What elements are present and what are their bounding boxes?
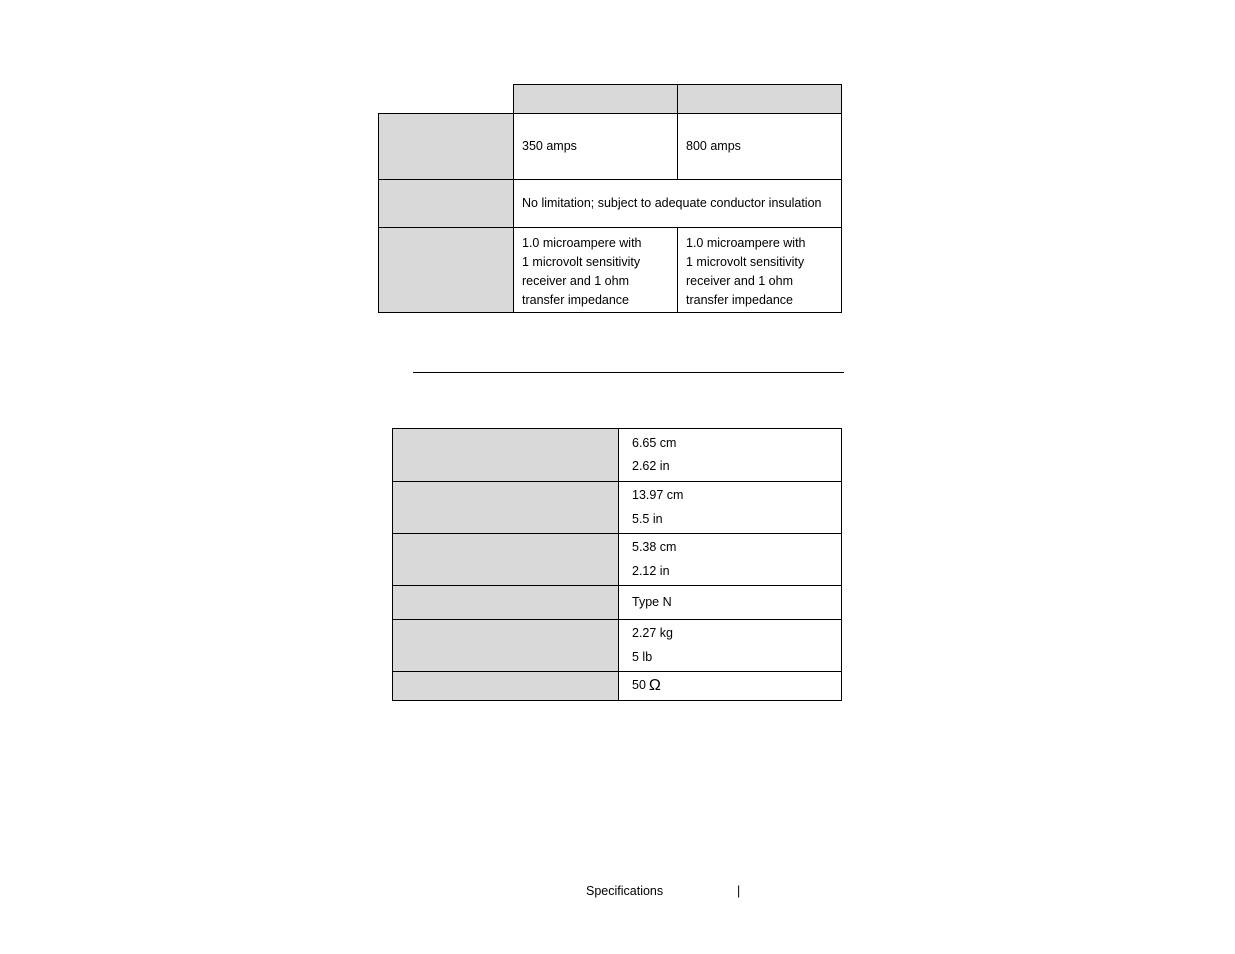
- table-cell: [618, 428, 842, 482]
- cell-text-line: 2.27 kg: [632, 626, 674, 640]
- cell-text-line: receiver and 1 ohm: [686, 273, 794, 288]
- row-label-cell: [378, 179, 514, 228]
- table-cell: [513, 113, 678, 180]
- table-cell: [513, 227, 678, 313]
- table-cell: [677, 113, 842, 180]
- table-cell: [618, 619, 842, 672]
- row-label-cell: [392, 619, 619, 672]
- cell-text-line: 1.0 microampere with: [522, 235, 642, 250]
- ohm-symbol: Ω: [648, 677, 661, 695]
- cell-text-line: 5 lb: [632, 649, 653, 664]
- table-cell: [618, 585, 842, 620]
- table-cell: [618, 671, 842, 701]
- row-label-cell: [392, 585, 619, 620]
- row-label-cell: [392, 428, 619, 482]
- cell-text: 350 amps: [522, 139, 577, 153]
- cell-text-line: 2.62 in: [632, 459, 670, 473]
- table-cell-merged: [513, 179, 842, 228]
- cell-text-line: 5.38 cm: [632, 540, 677, 554]
- footer-separator: |: [737, 884, 741, 898]
- cell-text-line: 2.12 in: [632, 563, 670, 578]
- row-label-cell: [378, 113, 514, 180]
- cell-text-line: receiver and 1 ohm: [522, 273, 630, 288]
- cell-text-line: 1 microvolt sensitivity: [686, 254, 805, 269]
- footer-section-label: Specifications: [586, 884, 664, 898]
- row-label-cell: [392, 533, 619, 586]
- cell-text-line: transfer impedance: [522, 292, 630, 307]
- cell-text-line: 1.0 microampere with: [686, 235, 806, 250]
- row-label-cell: [378, 227, 514, 313]
- row-label-cell: [392, 671, 619, 701]
- table-header-cell: [513, 84, 678, 114]
- row-label-cell: [392, 481, 619, 534]
- cell-text: 800 amps: [686, 139, 741, 153]
- cell-text-line: 1 microvolt sensitivity: [522, 254, 641, 269]
- table-header-cell: [677, 84, 842, 114]
- table-cell: [618, 481, 842, 534]
- table-cell: [677, 227, 842, 313]
- cell-text: No limitation; subject to adequate conductor insulation: [522, 196, 822, 210]
- cell-text-line: 13.97 cm: [632, 488, 684, 502]
- cell-text-line: transfer impedance: [686, 292, 794, 307]
- cell-text-line: Type N: [632, 594, 672, 609]
- cell-text-line: 6.65 cm: [632, 435, 677, 450]
- cell-text-line: 5.5 in: [632, 511, 663, 526]
- table-cell: [618, 533, 842, 586]
- section-divider: [413, 372, 844, 373]
- cell-text: 50: [632, 678, 646, 693]
